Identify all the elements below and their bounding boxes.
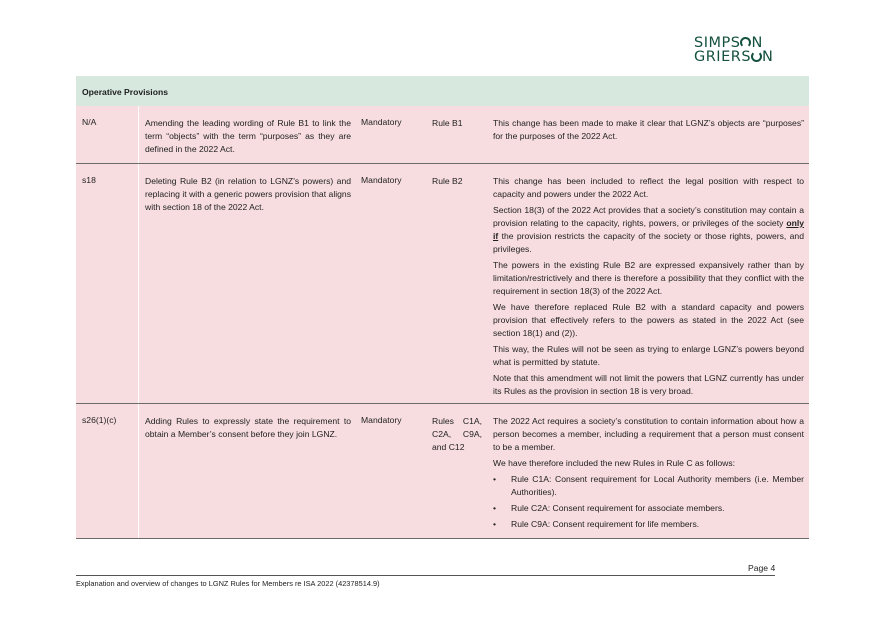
explanation-paragraph: This change has been included to reflect the legal position with respect to capacity and powers under the 2022 Act. [493,176,804,199]
explanation-paragraph: We have therefore replaced Rule B2 with a standard capacity and powers provision that effectively refers to the powers as stated in the 2022 Act (see section 18(1) and (2)). [493,302,804,338]
section-ref: s18 [82,175,96,185]
table-row [76,106,809,164]
status: Mandatory [361,415,402,425]
rule-list [493,473,804,531]
logo-swoosh-bottom [751,51,762,62]
footer-text: Explanation and overview of changes to LGNZ Rules for Members re ISA 2022 (42378514.9) [76,579,380,588]
explanation [493,117,804,146]
status: Mandatory [361,117,402,127]
explanation-paragraph: This change has been made to make it clear that LGNZ’s objects are “purposes” for the purposes of the 2022 Act. [493,118,804,141]
table-row [76,404,809,539]
explanation-paragraph: The powers in the existing Rule B2 are expressed expansively rather than by limitation/restrictively and there is therefore a possibility that they conflict with the requirement in section 18(3) of the 2022 Act. [493,260,804,296]
logo-line-2: GRIERS N [694,49,774,65]
explanation-paragraph: This way, the Rules will not be seen as trying to enlarge LGNZ’s powers beyond what is permitted by statute. [493,344,804,367]
change-description: Amending the leading wording of Rule B1 to link the term “objects” with the term “purposes” as they are defined in the 2022 Act. [145,118,351,154]
list-item: • Rule C2A: Consent requirement for associate members. [511,502,804,515]
list-item: • Rule C1A: Consent requirement for Local Authority members (i.e. Member Authorities). [511,473,804,499]
section-ref: N/A [82,117,97,127]
explanation-paragraph: The 2022 Act requires a society’s constitution to contain information about how a person becomes a member, including a requirement that a person must consent to be a member. [493,416,804,452]
change-description: Deleting Rule B2 (in relation to LGNZ’s powers) and replacing it with a generic powers provision that aligns with section 18 of the 2022 Act. [145,176,351,212]
section-heading: Operative Provisions [76,76,809,106]
explanation-paragraph: Section 18(3) of the 2022 Act provides that a society’s constitution may contain a provision relating to the capacity, rights, powers, or privileges of the society only if the provision restricts the capacity of the society or those rights, powers, and privileges. [493,205,804,254]
rule-ref: Rule B1 [432,118,463,128]
status: Mandatory [361,175,402,185]
logo-line-1: SIMPS N [694,35,763,51]
column-divider [138,164,139,403]
simpson-grierson-logo [694,36,778,64]
footer-divider [76,575,775,576]
rule-ref: Rules C1A, C2A, C9A, and C12 [432,416,482,452]
explanation [493,415,804,534]
column-divider [138,404,139,538]
emphasis-text: only if [493,218,804,241]
explanation-paragraph: Note that this amendment will not limit the powers that LGNZ currently has under its Rules as the provision in section 18 is very broad. [493,373,804,396]
logo-swoosh-top [740,37,751,48]
changes-table [76,106,809,539]
page-number: Page 4 [748,563,776,573]
change-description: Adding Rules to expressly state the requirement to obtain a Member’s consent before they join LGNZ. [145,416,351,439]
rule-ref: Rule B2 [432,176,463,186]
list-item: • Rule C9A: Consent requirement for life members. [511,518,804,531]
table-row [76,164,809,404]
section-ref: s26(1)(c) [82,415,117,425]
explanation-paragraph: We have therefore included the new Rules in Rule C as follows: [493,458,736,468]
column-divider [138,106,139,163]
explanation [493,175,804,401]
